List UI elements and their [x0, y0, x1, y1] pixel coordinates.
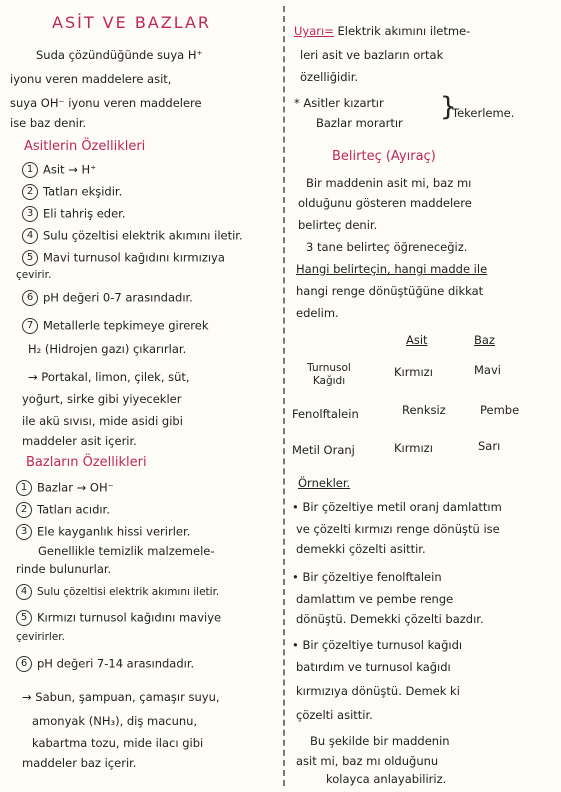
intro-line-1: Suda çözündüğünde suya H⁺: [36, 48, 203, 62]
example-3-line-2: batırdım ve turnusol kağıdı: [296, 660, 451, 674]
indicator-text-7: edelim.: [296, 306, 339, 320]
brace-symbol: }: [440, 92, 457, 122]
intro-line-2: iyonu veren maddelere asit,: [10, 72, 172, 86]
acid-item-6: 6 pH değeri 0-7 arasındadır.: [22, 290, 193, 306]
table-row-1-name: Turnusol Kağıdı: [307, 362, 351, 387]
example-3-line-3: kırmızıya dönüştü. Demek ki: [296, 684, 460, 698]
acid-item-1: 1 Asit → H⁺: [22, 162, 96, 178]
acid-item-5: 5 Mavi turnusol kağıdını kırmızıya: [22, 250, 225, 266]
warning-line-3: özelliğidir.: [300, 70, 359, 84]
base-heading: Bazların Özellikleri: [26, 455, 147, 470]
table-row-1-baz: Mavi: [474, 363, 501, 377]
page-title: ASİT VE BAZLAR: [52, 13, 212, 32]
warning-label: Uyarı=: [294, 24, 334, 38]
base-example-4: maddeler baz içerir.: [22, 756, 137, 770]
base-item-5-cont: çevirirler.: [16, 631, 65, 643]
base-item-2: 2 Tatları acıdır.: [16, 502, 110, 518]
closing-line-3: kolayca anlayabiliriz.: [326, 772, 447, 786]
acid-example-2: yoğurt, sirke gibi yiyecekler: [22, 392, 182, 406]
table-row-2-name: Fenolftalein: [292, 407, 359, 421]
indicator-text-1: Bir maddenin asit mi, baz mı: [306, 176, 472, 190]
base-item-1: 1 Bazlar → OH⁻: [16, 480, 114, 496]
turnusol-rhyme-1: * Asitler kızartır: [294, 96, 384, 110]
example-1-line-1: • Bir çözeltiye metil oranj damlattım: [292, 500, 502, 514]
base-example-2: amonyak (NH₃), diş macunu,: [32, 714, 198, 728]
turnusol-rhyme-2: Bazlar morartır: [316, 116, 403, 130]
acid-item-2: 2 Tatları ekşidir.: [22, 184, 122, 200]
base-item-3-cont-2: rinde bulunurlar.: [16, 562, 112, 576]
example-1-line-2: ve çözelti kırmızı renge dönüştü ise: [296, 522, 500, 536]
base-item-5: 5 Kırmızı turnusol kağıdını maviye: [16, 610, 221, 626]
examples-heading: Örnekler.: [298, 476, 351, 490]
base-item-6: 6 pH değeri 7-14 arasındadır.: [16, 656, 194, 672]
table-row-1-asit: Kırmızı: [394, 365, 433, 379]
base-item-4: 4 Sulu çözeltisi elektrik akımını iletir.: [16, 584, 219, 600]
table-row-2-asit: Renksiz: [402, 403, 446, 417]
closing-line-2: asit mi, baz mı olduğunu: [296, 754, 439, 768]
table-row-2-baz: Pembe: [480, 403, 520, 417]
indicator-heading: Belirteç (Ayıraç): [332, 149, 436, 164]
acid-item-7: 7 Metallerle tepkimeye girerek: [22, 318, 208, 334]
acid-heading: Asitlerin Özellikleri: [24, 139, 146, 154]
indicator-text-2: olduğunu gösteren maddelere: [298, 196, 472, 210]
column-divider: [283, 6, 285, 786]
table-row-3-name: Metil Oranj: [292, 443, 355, 457]
base-item-3: 3 Ele kayganlık hissi verirler.: [16, 524, 190, 540]
acid-item-5-cont: çevirir.: [16, 269, 52, 281]
base-example-3: kabartma tozu, mide ilacı gibi: [32, 736, 204, 750]
acid-item-4: 4 Sulu çözeltisi elektrik akımını iletir.: [22, 228, 243, 244]
indicator-text-5: Hangi belirteçin, hangi madde ile: [296, 262, 488, 276]
table-header-asit: Asit: [406, 333, 428, 347]
example-1-line-3: demekki çözelti asittir.: [296, 542, 426, 556]
intro-line-4: ise baz denir.: [10, 116, 87, 130]
base-example-1: → Sabun, şampuan, çamaşır suyu,: [22, 690, 220, 704]
table-row-3-baz: Sarı: [478, 439, 501, 453]
table-header-baz: Baz: [474, 333, 495, 347]
example-2-line-2: damlattım ve pembe renge: [296, 592, 454, 606]
acid-example-1: → Portakal, limon, çilek, süt,: [28, 370, 190, 384]
warning-line-1: Uyarı= Elektrik akımını iletme-: [294, 24, 471, 38]
indicator-text-3: belirteç denir.: [298, 218, 378, 232]
rhyme-note: Tekerleme.: [452, 106, 515, 120]
table-row-3-asit: Kırmızı: [394, 441, 433, 455]
acid-item-3: 3 Eli tahriş eder.: [22, 206, 126, 222]
indicator-text-6: hangi renge dönüştüğüne dikkat: [296, 284, 484, 298]
example-2-line-1: • Bir çözeltiye fenolftalein: [292, 570, 442, 584]
indicator-text-4: 3 tane belirteç öğreneceğiz.: [306, 240, 468, 254]
example-3-line-4: çözelti asittir.: [296, 708, 373, 722]
acid-example-3: ile akü sıvısı, mide asidi gibi: [22, 414, 183, 428]
acid-item-7-cont: H₂ (Hidrojen gazı) çıkarırlar.: [28, 342, 187, 356]
intro-line-3: suya OH⁻ iyonu veren maddelere: [10, 96, 202, 110]
warning-line-2: leri asit ve bazların ortak: [300, 48, 444, 62]
closing-line-1: Bu şekilde bir maddenin: [310, 734, 450, 748]
acid-example-4: maddeler asit içerir.: [22, 434, 137, 448]
base-item-3-cont-1: Genellikle temizlik malzemele-: [38, 544, 215, 558]
example-3-line-1: • Bir çözeltiye turnusol kağıdı: [292, 638, 463, 652]
example-2-line-3: dönüştü. Demekki çözelti bazdır.: [296, 612, 484, 626]
